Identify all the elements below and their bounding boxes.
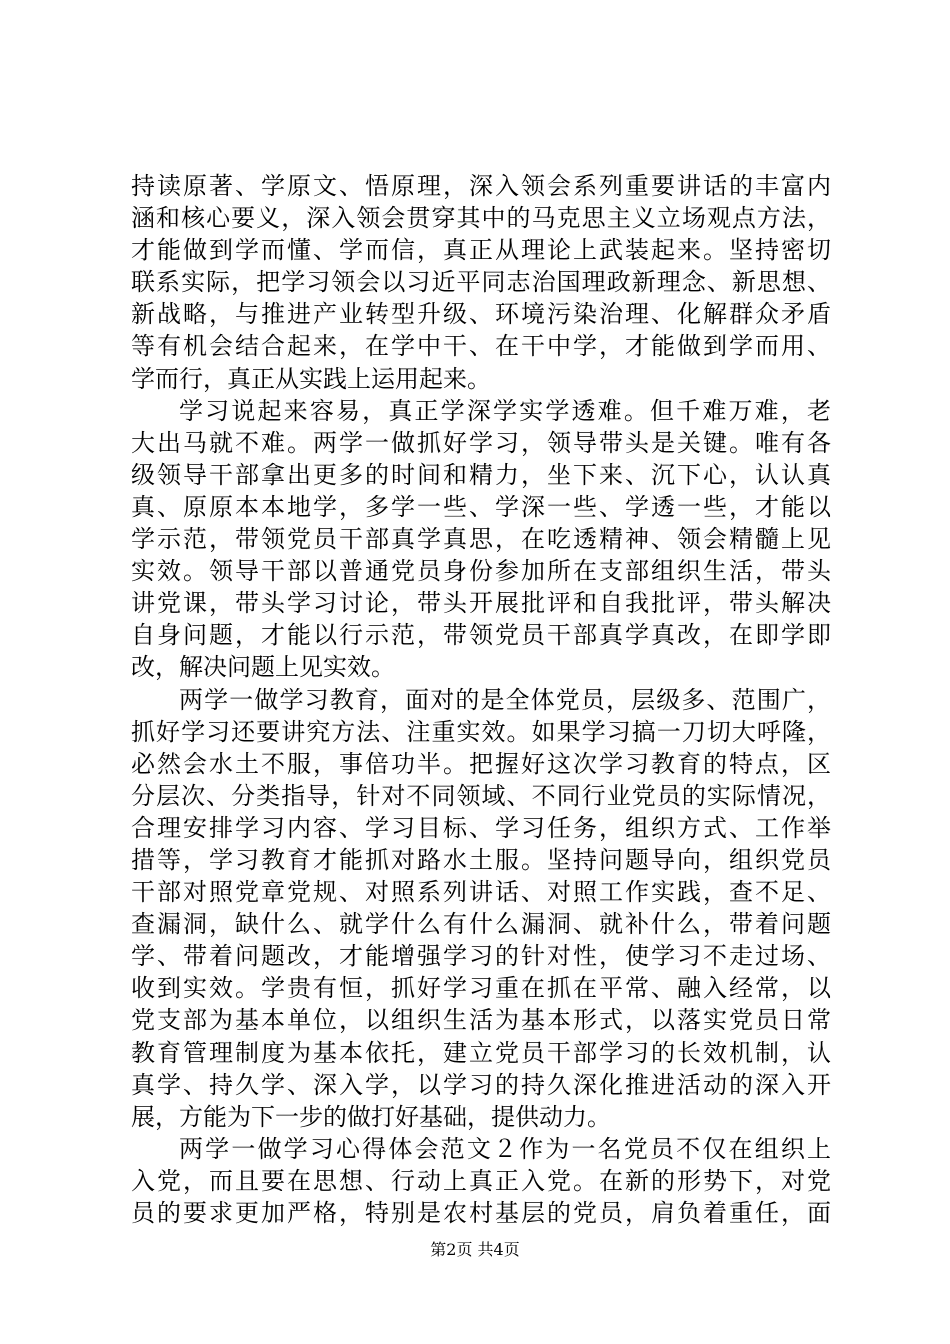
text-line: 新战略，与推进产业转型升级、环境污染治理、化解群众矛盾	[131, 300, 831, 329]
text-line: 入党，而且要在思想、行动上真正入党。在新的形势下，对党	[131, 1166, 831, 1195]
text-line: 等有机会结合起来，在学中干、在干中学，才能做到学而用、	[131, 332, 831, 361]
text-line: 讲党课，带头学习讨论，带头开展批评和自我批评，带头解决	[131, 589, 831, 618]
text-line: 学而行，真正从实践上运用起来。	[131, 364, 491, 393]
page-footer	[0, 1240, 950, 1260]
paragraph	[131, 1133, 831, 1229]
text-line: 级领导干部拿出更多的时间和精力，坐下来、沉下心，认认真	[131, 460, 831, 489]
text-line: 查漏洞，缺什么、就学什么有什么漏洞、就补什么，带着问题	[131, 910, 831, 939]
text-line: 才能做到学而懂、学而信，真正从理论上武装起来。坚持密切	[131, 236, 831, 265]
text-line: 实效。领导干部以普通党员身份参加所在支部组织生活，带头	[131, 557, 831, 586]
text-line: 改，解决问题上见实效。	[131, 653, 395, 682]
text-line: 措等，学习教育才能抓对路水土服。坚持问题导向，组织党员	[131, 845, 831, 874]
document-body	[131, 170, 831, 1229]
text-line: 合理安排学习内容、学习目标、学习任务，组织方式、工作举	[131, 813, 831, 842]
text-line: 分层次、分类指导，针对不同领域、不同行业党员的实际情况，	[131, 781, 831, 810]
text-line: 员的要求更加严格，特别是农村基层的党员，肩负着重任，面	[131, 1199, 831, 1227]
text-line: 真学、持久学、深入学，以学习的持久深化推进活动的深入开	[131, 1070, 831, 1099]
paragraph	[131, 395, 831, 684]
text-line: 收到实效。学贵有恒，抓好学习重在抓在平常、融入经常，以	[131, 974, 831, 1003]
text-line: 抓好学习还要讲究方法、注重实效。如果学习搞一刀切大呼隆，	[131, 717, 831, 746]
paragraph	[131, 684, 831, 1133]
text-line: 大出马就不难。两学一做抓好学习，领导带头是关键。唯有各	[131, 428, 831, 457]
text-line: 党支部为基本单位，以组织生活为基本形式，以落实党员日常	[131, 1006, 831, 1035]
text-line: 涵和核心要义，深入领会贯穿其中的马克思主义立场观点方法，	[131, 204, 831, 233]
text-line: 真、原原本本地学，多学一些、学深一些、学透一些，才能以	[131, 492, 831, 521]
text-line: 持读原著、学原文、悟原理，深入领会系列重要讲话的丰富内	[131, 172, 831, 200]
page-number-label: 第2页 共4页	[430, 1240, 520, 1259]
text-line: 自身问题，才能以行示范，带领党员干部真学真改，在即学即	[131, 621, 831, 650]
text-line: 教育管理制度为基本依托，建立党员干部学习的长效机制，认	[131, 1038, 831, 1067]
text-line: 两学一做学习心得体会范文２作为一名党员不仅在组织上	[179, 1134, 831, 1163]
text-line: 联系实际，把学习领会以习近平同志治国理政新理念、新思想、	[131, 268, 831, 297]
text-line: 必然会水土不服，事倍功半。把握好这次学习教育的特点，区	[131, 749, 831, 778]
text-line: 学习说起来容易，真正学深学实学透难。但千难万难，老	[179, 396, 831, 425]
text-line: 两学一做学习教育，面对的是全体党员，层级多、范围广，	[179, 685, 831, 714]
text-line: 干部对照党章党规、对照系列讲话、对照工作实践，查不足、	[131, 878, 831, 907]
text-line: 学示范，带领党员干部真学真思，在吃透精神、领会精髓上见	[131, 525, 831, 554]
text-line: 学、带着问题改，才能增强学习的针对性，使学习不走过场、	[131, 942, 831, 971]
text-line: 展，方能为下一步的做打好基础，提供动力。	[131, 1102, 611, 1131]
paragraph	[131, 170, 831, 395]
